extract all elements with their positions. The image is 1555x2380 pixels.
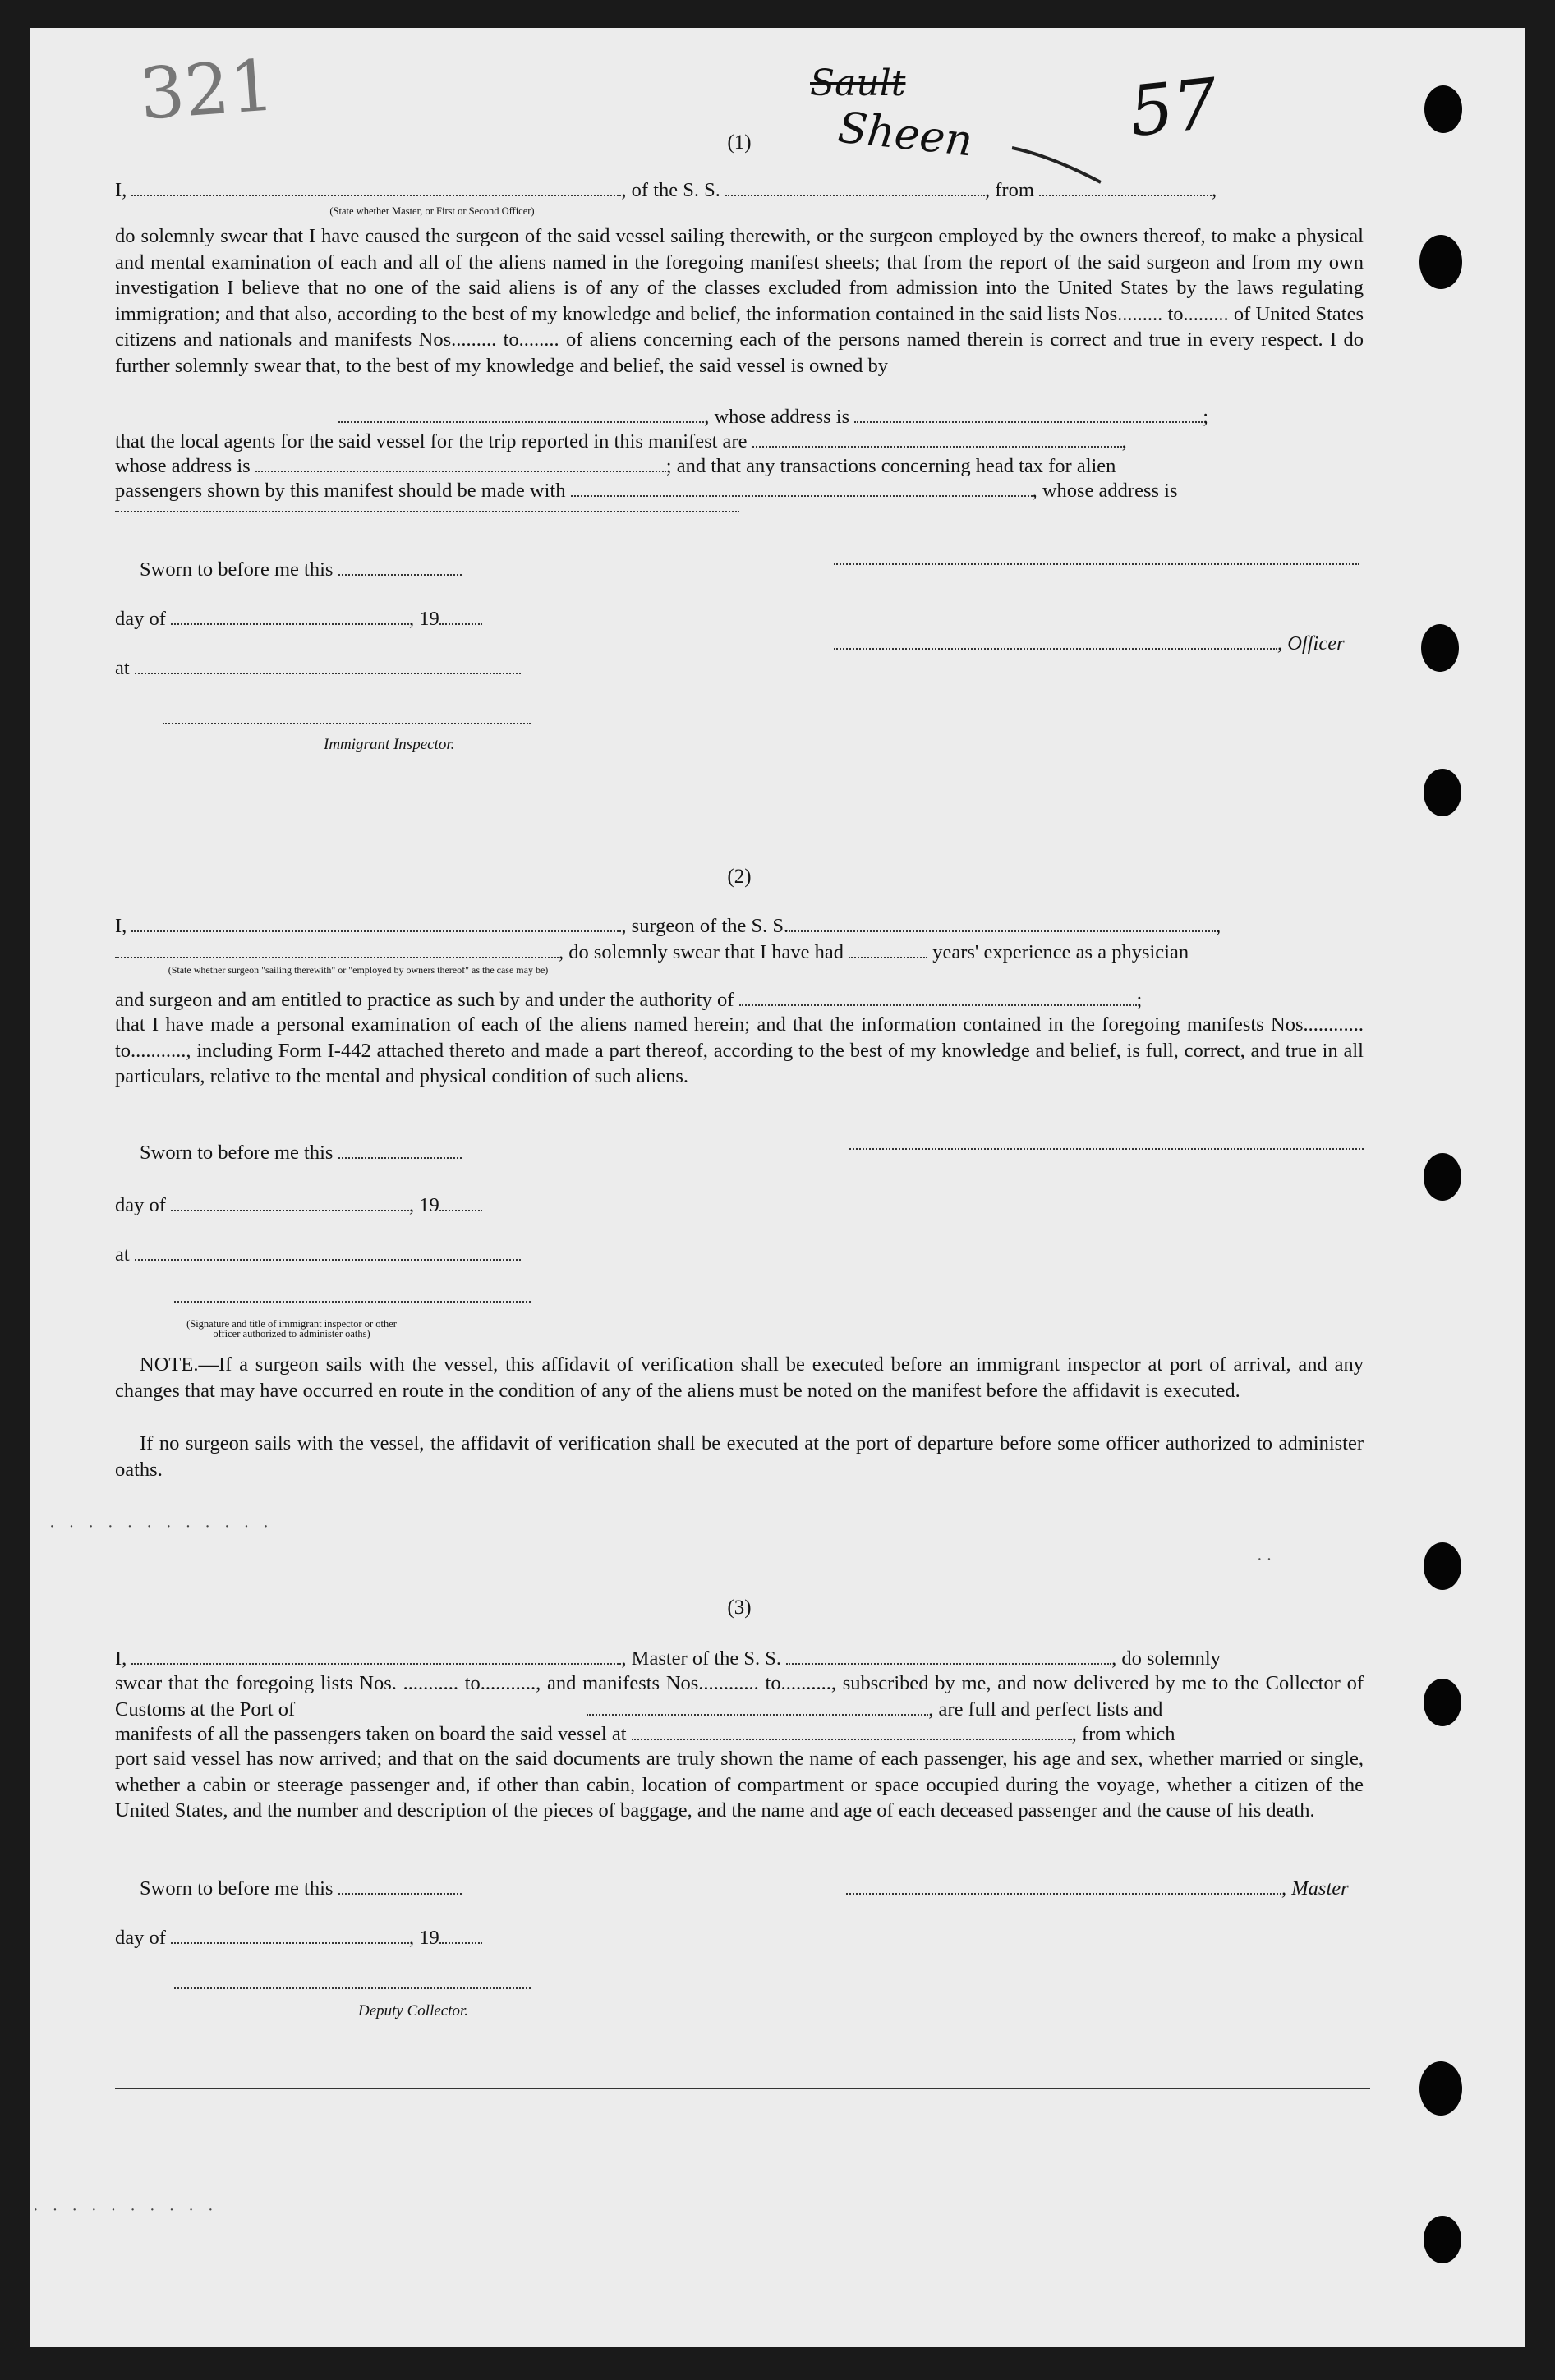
manifests-line (115, 1723, 1364, 1746)
binder-hole (1424, 85, 1462, 133)
day-line (115, 608, 1364, 631)
place-field[interactable] (135, 1244, 521, 1261)
sworn-day-field[interactable] (338, 559, 462, 576)
bottom-rule (115, 2088, 1370, 2089)
swear-text: , do solemnly swear that I have had (559, 941, 844, 963)
oath-line (115, 179, 1364, 202)
binder-hole (1424, 1153, 1461, 1201)
binder-hole (1424, 769, 1461, 816)
scan-mark: · · · · · · · · · · (33, 2201, 219, 2219)
experience-line (115, 941, 1364, 964)
master-line (115, 1647, 1364, 1670)
scan-mark: · · (1257, 1551, 1272, 1569)
whose-label: , whose address is (704, 406, 850, 428)
surgeon-status-field[interactable] (115, 942, 559, 958)
authority-field[interactable] (739, 990, 1137, 1006)
year-prefix: , 19 (409, 608, 439, 630)
master-paragraph: swear that the foregoing lists Nos. ........... to..........., and manifests Nos............ to.........., subscribed by me, and now delivered by me to the Collector of Customs at the Port of (115, 1672, 1364, 1721)
port-line (115, 1698, 1364, 1721)
month-field[interactable] (171, 1927, 409, 1944)
master-label: , Master of the S. S. (621, 1647, 782, 1670)
handwritten-word: Sheen (835, 103, 975, 167)
binder-hole (1421, 624, 1459, 672)
surgeon-name-field[interactable] (131, 916, 621, 932)
handwritten-struck-word: Sault (810, 62, 906, 104)
whose-label: whose address is (115, 455, 251, 477)
binder-hole (1424, 1542, 1461, 1590)
sworn-day-field[interactable] (338, 1142, 462, 1159)
passengers-label: passengers shown by this manifest should be made with (115, 480, 566, 502)
port-of-arrival-field[interactable] (587, 1699, 928, 1716)
day-line (115, 1927, 1364, 1950)
at-line (115, 1243, 1364, 1266)
whose-label: , whose address is (1032, 480, 1178, 502)
officer-title-line (834, 632, 1364, 655)
vessel-name-field[interactable] (786, 1648, 1111, 1665)
head-tax-address-field[interactable] (115, 511, 739, 512)
agents-label: that the local agents for the said vessel for the trip reported in this manifest are (115, 430, 748, 453)
line-end: , (1212, 179, 1217, 201)
i-label: I, (115, 1647, 127, 1670)
collector-signature-field[interactable] (174, 1987, 531, 1989)
year-field[interactable] (439, 609, 482, 625)
inspector-label: Immigrant Inspector. (324, 736, 455, 753)
agents-line: that the local agents for the said vessel for the trip reported in this manifest are , (115, 430, 1127, 453)
year-prefix: , 19 (409, 1194, 439, 1216)
years-field[interactable] (849, 942, 927, 958)
years-text: years' experience as a physician (932, 941, 1189, 963)
section-number: (3) (727, 1597, 752, 1619)
surgeon-line: I, , surgeon of the S. S. , (115, 915, 1221, 937)
day-of-label: day of (115, 1927, 166, 1949)
sworn-day-field[interactable] (338, 1878, 462, 1895)
surgeon-signature-field[interactable] (849, 1148, 1364, 1150)
inspector-signature-field[interactable] (174, 1301, 531, 1303)
master-label: , Master (1281, 1877, 1349, 1900)
owner-address-field[interactable] (854, 407, 1203, 423)
handwritten-page-number: 57 (1125, 62, 1221, 153)
month-field[interactable] (171, 609, 409, 625)
oath-paragraph: do solemnly swear that I have caused the surgeon of the said vessel sailing therewith, or the surgeon employed by the owners thereof, to make a physical and mental examination of each and all of the aliens named in the foregoing manifest sheets; that from the report of the said surgeon and from my own investigation I believe that no one of the said aliens is of any of the classes excluded from admission into the United States by the laws regulating immigration; and that also, according to the best of my knowledge and belief, the information contained in the said lists Nos......... to......... of United States citizens and nationals and manifests Nos......... to........ of aliens concerning each of the persons named therein is correct and true in every respect. I do further solemnly swear that, to the best of my knowledge and belief, the said vessel is owned by (115, 225, 1364, 377)
binder-hole (1419, 2061, 1462, 2116)
agents-address-field[interactable] (255, 456, 666, 472)
vessel-name-field[interactable] (789, 916, 1216, 932)
year-field[interactable] (439, 1927, 482, 1944)
port-from-field[interactable] (1039, 180, 1212, 196)
sworn-label: Sworn to before me this (140, 1142, 334, 1164)
collector-label: Deputy Collector. (358, 2002, 469, 2019)
vessel-label: , of the S. S. (621, 179, 720, 201)
agents-address-line (115, 455, 1364, 478)
master-signature-field[interactable] (846, 1878, 1281, 1895)
authority-label: and surgeon and am entitled to practice as such by and under the authority of (115, 989, 734, 1011)
sworn-line (140, 558, 1388, 581)
officer-name-field[interactable] (131, 180, 621, 196)
binder-hole (1419, 235, 1462, 289)
note-paragraph: NOTE.—If a surgeon sails with the vessel, this affidavit of verification shall be executed before an immigrant inspector at port of arrival, and any changes that may have occurred en route in the condition of any of the aliens must be noted on the manifest before the affidavit is executed. (115, 1353, 1364, 1402)
i-label: I, (115, 915, 127, 937)
day-of-label: day of (115, 1194, 166, 1216)
owner-line: , whose address is ; (115, 406, 1364, 429)
scan-mark: · · · · · · · · · · · · (49, 1518, 274, 1536)
day-of-label: day of (115, 608, 166, 630)
field-caption: (State whether Master, or First or Second Officer) (329, 205, 535, 217)
head-tax-agent-field[interactable] (571, 480, 1033, 497)
master-name-field[interactable] (131, 1648, 621, 1665)
passengers-line (115, 480, 1364, 503)
at-label: at (115, 657, 130, 679)
section-number: (2) (727, 866, 752, 888)
year-field[interactable] (439, 1195, 482, 1211)
sworn-label: Sworn to before me this (140, 1877, 334, 1900)
owner-field[interactable] (338, 407, 704, 423)
surgeon-label: , surgeon of the S. S. (621, 915, 789, 937)
officer-label: , Officer (1277, 632, 1345, 655)
sworn-line (140, 1142, 1388, 1165)
signature-caption: (Signature and title of immigrant inspector or other officer authorized to administer oaths) (186, 1318, 397, 1339)
inspector-signature-field[interactable] (163, 723, 531, 724)
binder-hole (1424, 1679, 1461, 1726)
month-field[interactable] (171, 1195, 409, 1211)
officer-title-field[interactable] (834, 633, 1277, 650)
sworn-label: Sworn to before me this (140, 558, 334, 581)
place-field[interactable] (135, 658, 521, 674)
from-label: , from (985, 179, 1034, 201)
port-of-departure-field[interactable] (632, 1724, 1072, 1740)
i-label: I, (115, 179, 127, 201)
officer-signature-field[interactable] (834, 563, 1359, 565)
at-label: at (115, 1243, 130, 1266)
master-signature-line (846, 1877, 1364, 1900)
authority-line: and surgeon and am entitled to practice as such by and under the authority of ; (115, 989, 1143, 1011)
handwritten-number: 321 (136, 44, 278, 136)
full-lists-text: , are full and perfect lists and (928, 1698, 1163, 1721)
field-caption: (State whether surgeon "sailing therewith" or "employed by owners thereof" as the case may be) (168, 964, 549, 976)
day-line (115, 1194, 1364, 1217)
binder-hole (1424, 2216, 1461, 2263)
note-paragraph-2: If no surgeon sails with the vessel, the affidavit of verification shall be executed at the port of departure before some officer authorized to administer oaths. (115, 1432, 1364, 1481)
from-which-text: , from which (1071, 1723, 1175, 1745)
at-line (115, 657, 1364, 680)
agents-field[interactable] (752, 431, 1122, 448)
master-paragraph-2: port said vessel has now arrived; and that on the said documents are truly shown the name of each passenger, his age and sex, whether married or single, whether a cabin or steerage passenger and, if other than cabin, location of compartment or space occupied during the voyage, whether a citizen of the United States, and the number and description of the pieces of baggage, and the name and age of each deceased passenger and the cause of his death. (115, 1748, 1364, 1822)
vessel-name-field[interactable] (725, 180, 985, 196)
transactions-text: ; and that any transactions concerning head tax for alien (665, 455, 1116, 477)
section-number: (1) (727, 131, 752, 154)
year-prefix: , 19 (409, 1927, 439, 1949)
swear-text: , do solemnly (1111, 1647, 1221, 1670)
surgeon-paragraph: that I have made a personal examination of each of the aliens named herein; and that the information contained in the foregoing manifests Nos............ to..........., including Form I-442 attached thereto and made a part thereof, according to the best of my knowledge and belief, is full, correct, and true in all particulars, relative to the mental and physical condition of such aliens. (115, 1013, 1364, 1087)
manifests-label: manifests of all the passengers taken on board the said vessel at (115, 1723, 627, 1745)
